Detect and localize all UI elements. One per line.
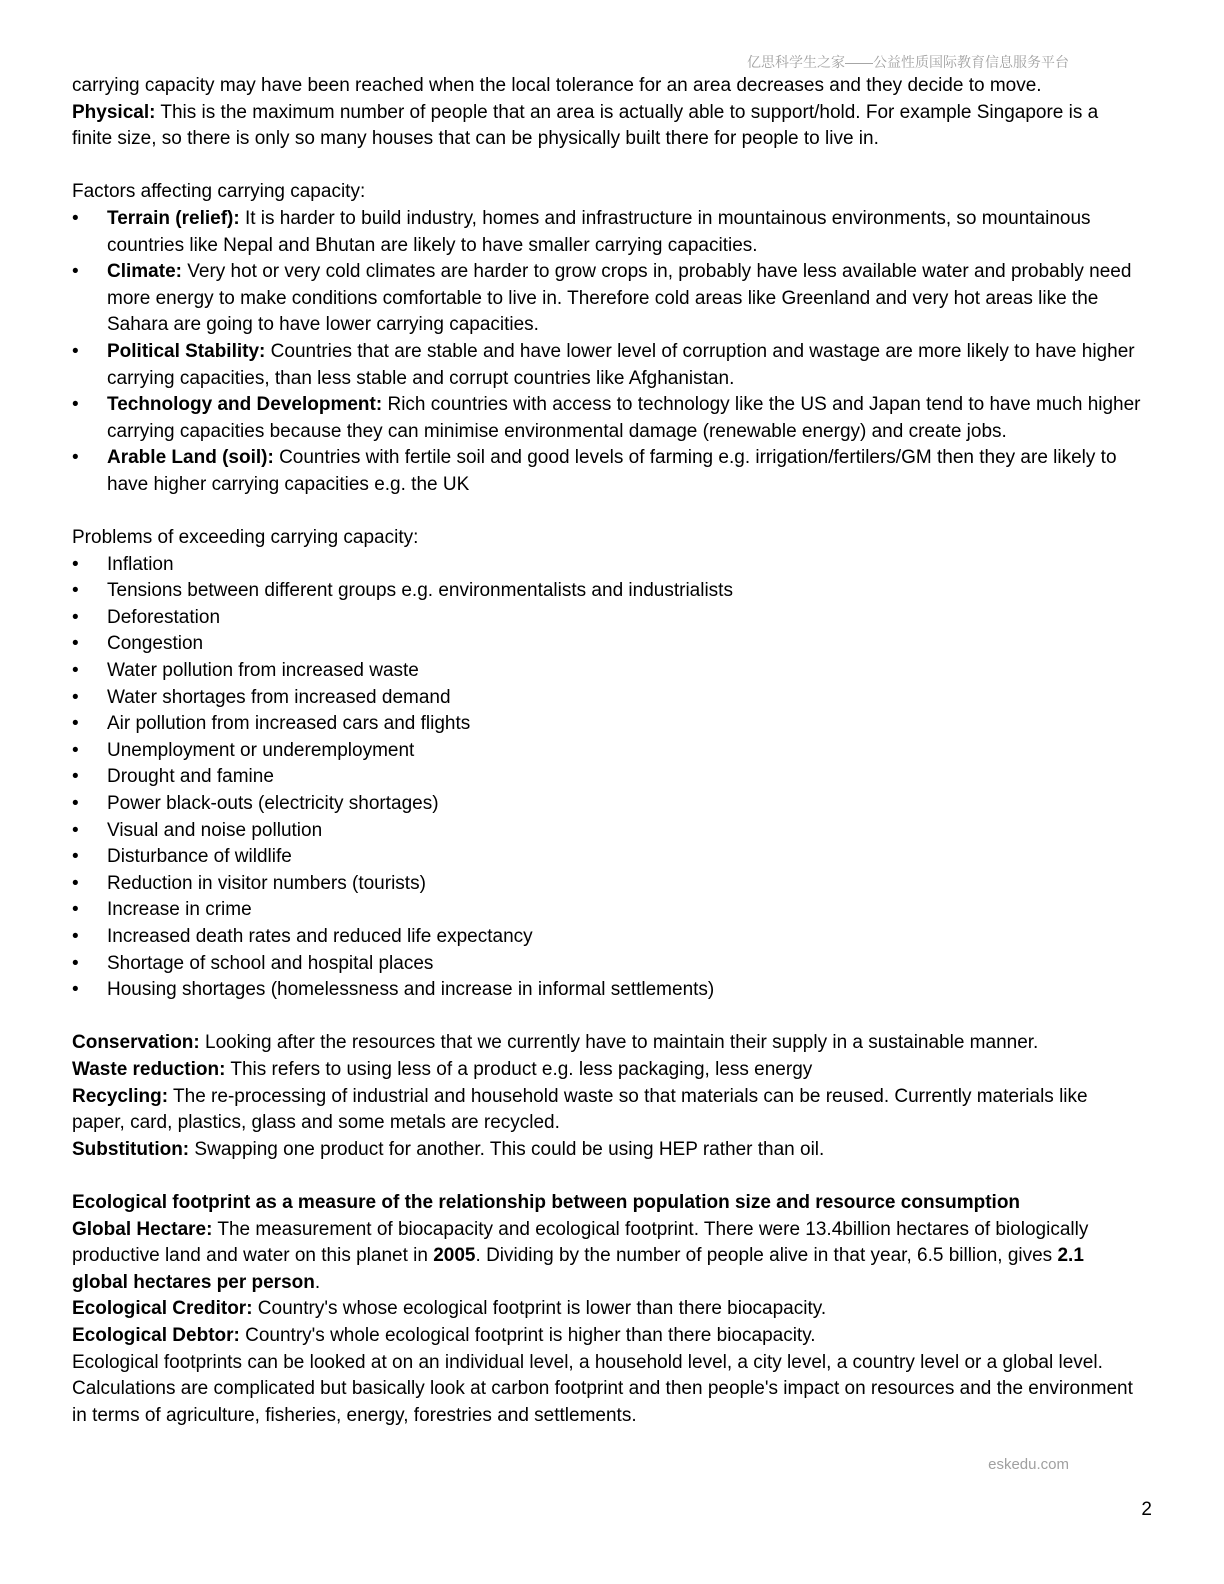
factor-text: Very hot or very cold climates are harder to grow crops in, probably have less available water and probably need more energy to make conditions comfortable to live in. Therefore cold areas like Greenland and very hot areas like the Sahara are going to have lower carrying capacities. — [107, 261, 1132, 336]
list-item — [72, 206, 1142, 259]
definition-text: . — [314, 1271, 321, 1293]
factor-term: Political Stability: — [107, 340, 266, 362]
physical-text: This is the maximum number of people that an area is actually able to support/hold. For example Singapore is a finite size, so there is only so many houses that can be physically built there for people to live in. — [72, 101, 1099, 150]
page-number: 2 — [1141, 1499, 1152, 1520]
conservation-definition — [72, 1030, 1142, 1057]
physical-term: Physical: — [72, 101, 156, 123]
list-item: • Reduction in visitor numbers (tourists) — [72, 871, 1142, 898]
list-item — [72, 445, 1142, 498]
eco-heading — [72, 1190, 1142, 1217]
list-item: • Increased death rates and reduced life expectancy — [72, 924, 1142, 951]
problems-list — [72, 552, 1142, 1004]
factor-text: Rich countries with access to technology like the US and Japan tend to have much higher carrying capacities because they can minimise environmental damage (renewable energy) and create jobs. — [107, 394, 1141, 442]
factor-term: Technology and Development: — [107, 394, 383, 416]
list-item: • Unemployment or underemployment — [72, 738, 1142, 765]
definition-term: Substitution: — [72, 1138, 190, 1160]
list-item: • Increase in crime — [72, 897, 1142, 924]
substitution-definition — [72, 1137, 1142, 1164]
list-item — [72, 339, 1142, 392]
list-item: • Visual and noise pollution — [72, 818, 1142, 845]
factor-text: Countries with fertile soil and good levels of farming e.g. irrigation/fertilers/GM then they are likely to have higher carrying capacities e.g. the UK — [107, 447, 1117, 495]
factor-text: Countries that are stable and have lower level of corruption and wastage are more likely to have higher carrying capacities, than less stable and corrupt countries like Afghanistan. — [107, 340, 1135, 389]
intro-line: carrying capacity may have been reached when the local tolerance for an area decreases and they decide to move. — [72, 75, 1042, 96]
definition-text: Country's whole ecological footprint is higher than there biocapacity. — [239, 1324, 816, 1346]
list-item: • Drought and famine — [72, 764, 1142, 791]
definition-text: The re-processing of industrial and household waste so that materials can be reused. Currently materials like paper, card, plastics, glass and some metals are recycled. — [72, 1085, 1088, 1134]
list-item: • Deforestation — [72, 605, 1142, 632]
list-item: • Congestion — [72, 631, 1142, 658]
list-item: • Shortage of school and hospital places — [72, 951, 1142, 978]
definition-text: This refers to using less of a product e.g. less packaging, less energy — [225, 1058, 813, 1080]
definition-term: Ecological Creditor: — [72, 1298, 253, 1320]
factor-text: It is harder to build industry, homes and infrastructure in mountainous environments, so mountainous countries like Nepal and Bhutan are likely to have smaller carrying capacities. — [107, 207, 1091, 256]
definition-text: The measurement of biocapacity and ecological footprint. There were 13.4billion hectares of biologically productive land and water on this planet in — [72, 1218, 1089, 1267]
factors-heading: Factors affecting carrying capacity: — [72, 181, 366, 203]
hectares-value: 2.1 global hectares per person — [72, 1245, 1084, 1293]
definition-text: . Dividing by the number of people alive in that year, 6.5 billion, gives — [475, 1245, 1058, 1267]
definition-term: Ecological Debtor: — [72, 1324, 240, 1346]
year-value: 2005 — [433, 1245, 476, 1267]
list-item: • Power black-outs (electricity shortages) — [72, 791, 1142, 818]
header-watermark: 亿思科学生之家——公益性质国际教育信息服务平台 — [747, 54, 1069, 70]
list-item: • Air pollution from increased cars and flights — [72, 711, 1142, 738]
list-item: • Inflation — [72, 552, 1142, 579]
definition-term: Conservation: — [72, 1032, 200, 1054]
definition-text: Looking after the resources that we currently have to maintain their supply in a sustainable manner. — [199, 1032, 1039, 1054]
definition-text: Swapping one product for another. This could be using HEP rather than oil. — [189, 1138, 825, 1160]
eco-heading-text: Ecological footprint as a measure of the relationship between population size and resource consumption — [72, 1191, 1021, 1213]
list-item: • Water shortages from increased demand — [72, 685, 1142, 712]
creditor-definition — [72, 1296, 1142, 1323]
list-item — [72, 392, 1142, 445]
list-item: • Disturbance of wildlife — [72, 844, 1142, 871]
eco-closing-paragraph: Ecological footprints can be looked at on an individual level, a household level, a city level, a country level or a global level. Calculations are complicated but basically look at carbon footprint and then people's impact on resources and the environment in terms of agriculture, fisheries, energy, forestries and settlements. — [72, 1351, 1133, 1426]
definition-text: Country's whose ecological footprint is lower than there biocapacity. — [252, 1298, 827, 1320]
document-body — [72, 73, 1142, 1429]
definition-term: Global Hectare: — [72, 1218, 213, 1240]
list-item — [72, 259, 1142, 339]
factor-term: Terrain (relief): — [107, 207, 240, 229]
global-hectare-definition — [72, 1217, 1142, 1297]
definition-term: Recycling: — [72, 1085, 169, 1107]
list-item: • Water pollution from increased waste — [72, 658, 1142, 685]
list-item: • Housing shortages (homelessness and increase in informal settlements) — [72, 977, 1142, 1004]
recycling-definition — [72, 1084, 1142, 1137]
footer-watermark: eskedu.com — [988, 1456, 1069, 1473]
factors-list — [72, 206, 1142, 499]
list-item: • Tensions between different groups e.g. environmentalists and industrialists — [72, 578, 1142, 605]
factor-term: Climate: — [107, 261, 182, 283]
physical-definition — [72, 100, 1142, 153]
problems-heading: Problems of exceeding carrying capacity: — [72, 527, 419, 549]
waste-reduction-definition — [72, 1057, 1142, 1084]
debtor-definition — [72, 1323, 1142, 1350]
definition-term: Waste reduction: — [72, 1058, 226, 1080]
factor-term: Arable Land (soil): — [107, 447, 274, 469]
